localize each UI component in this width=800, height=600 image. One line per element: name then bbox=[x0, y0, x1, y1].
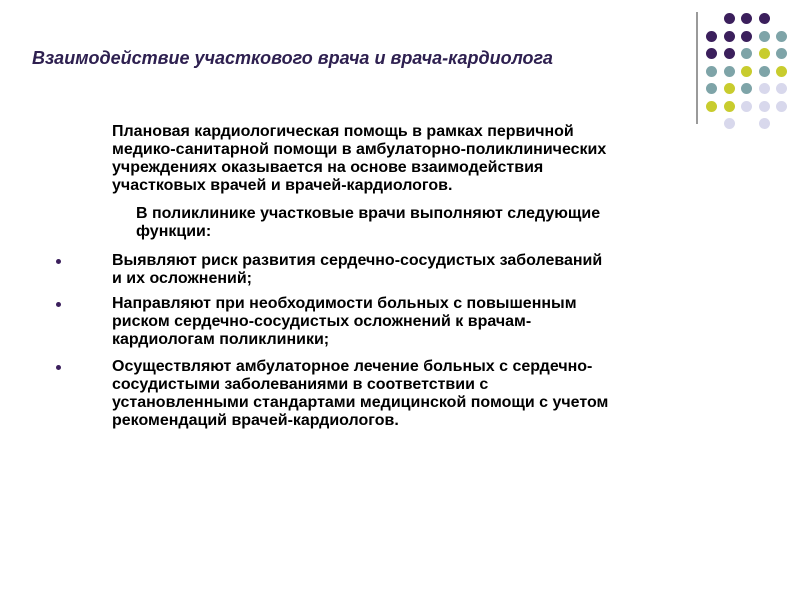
bullet-icon bbox=[56, 259, 61, 264]
list-item-text: Направляют при необходимости больных с повышенным риском сердечно-сосудистых осложнений к врачам- кардиологам поликлиники; bbox=[112, 295, 577, 348]
bullet-icon bbox=[56, 302, 61, 307]
slide-title: Взаимодействие участкового врача и врача-кардиолога bbox=[32, 48, 553, 68]
list-item-text: Осуществляют амбулаторное лечение больных с сердечно- сосудистыми заболеваниями в соответствии с установленными стандартами медицинской помощи с учетом рекомендаций врачей-кардиологов. bbox=[112, 358, 609, 429]
bullet-icon bbox=[56, 365, 61, 370]
list-item-text: Выявляют риск развития сердечно-сосудистых заболеваний и их осложнений; bbox=[112, 252, 603, 287]
functions-intro-paragraph: В поликлинике участковые врачи выполняют следующие функции: bbox=[136, 205, 601, 240]
intro-paragraph: Плановая кардиологическая помощь в рамках первичной медико-санитарной помощи в амбулаторно-поликлинических учреждениях оказывается на основе взаимодействия участковых врачей и врачей-кардиологов. bbox=[112, 123, 607, 194]
